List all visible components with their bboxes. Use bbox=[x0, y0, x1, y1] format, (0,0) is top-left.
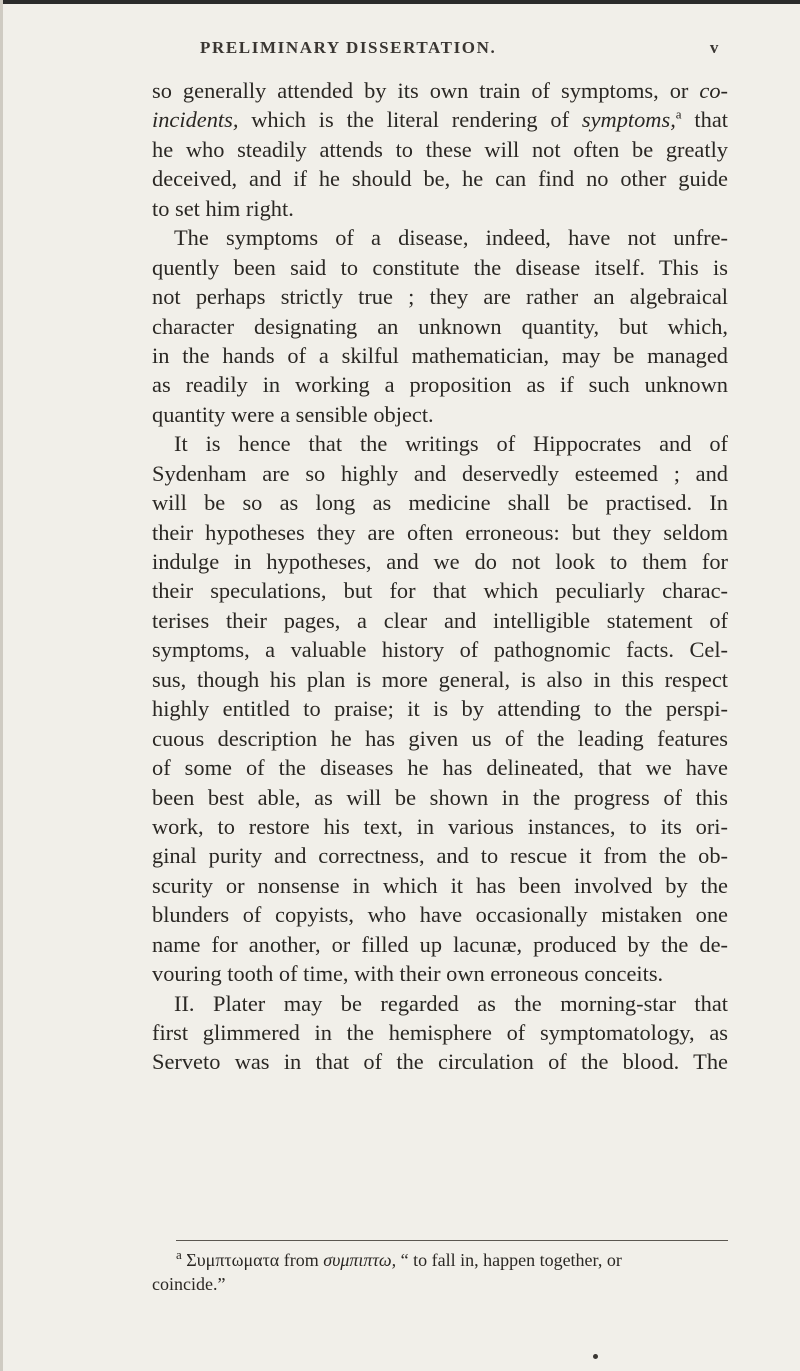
text-line: quently been said to constitute the disease itself. This is bbox=[152, 254, 728, 280]
text-line: It is hence that the writings of Hippocrates and of bbox=[174, 431, 728, 457]
text-line: scurity or nonsense in which it has been involved by the bbox=[152, 872, 728, 898]
footnote-divider bbox=[176, 1240, 728, 1241]
greek-root: συμπιπτω, bbox=[323, 1250, 397, 1270]
text-line: symptoms, a valuable history of pathognomic facts. Cel- bbox=[152, 637, 728, 663]
text-line: their hypotheses they are often erroneous: but they seldom bbox=[152, 519, 728, 545]
text-line: highly entitled to praise; it is by attending to the perspi- bbox=[152, 696, 728, 722]
running-title: PRELIMINARY DISSERTATION. bbox=[200, 38, 497, 57]
text-line: II. Plater may be regarded as the morning-star that bbox=[174, 990, 728, 1016]
text-line: name for another, or filled up lacunæ, produced by the de- bbox=[152, 931, 728, 957]
text-line: terises their pages, a clear and intelligible statement of bbox=[152, 607, 728, 633]
text-line: indulge in hypotheses, and we do not look to them for bbox=[152, 549, 728, 574]
top-border bbox=[0, 0, 800, 4]
text-line: not perhaps strictly true ; they are rather an algebraical bbox=[152, 284, 728, 310]
text-line: deceived, and if he should be, he can find no other guide bbox=[152, 166, 728, 192]
text-line: cuous description he has given us of the leading features bbox=[152, 725, 728, 751]
footnote-marker: a bbox=[176, 1247, 182, 1262]
text-line: sus, though his plan is more general, is also in this respect bbox=[152, 666, 728, 692]
text-line: blunders of copyists, who have occasionally mistaken one bbox=[152, 902, 728, 928]
text-line: character designating an unknown quantity, but which, bbox=[152, 313, 728, 339]
text-line: to set him right. bbox=[152, 195, 294, 221]
ink-speck bbox=[593, 1354, 598, 1359]
footnote bbox=[152, 1248, 728, 1296]
text-line: he who steadily attends to these will not often be greatly bbox=[152, 136, 728, 162]
text-line: their speculations, but for that which peculiarly charac- bbox=[152, 578, 728, 604]
text-line: first glimmered in the hemisphere of symptomatology, as bbox=[152, 1020, 728, 1045]
page-edge bbox=[0, 0, 3, 1371]
text-line: Sydenham are so highly and deservedly esteemed ; and bbox=[152, 460, 728, 486]
text-line: quantity were a sensible object. bbox=[152, 401, 434, 427]
text-line: so generally attended by its own train of symptoms, or co- bbox=[152, 78, 728, 103]
text-line: as readily in working a proposition as if such unknown bbox=[152, 372, 728, 398]
footnote-line: coincide.” bbox=[152, 1274, 226, 1294]
text-line: vouring tooth of time, with their own erroneous conceits. bbox=[152, 961, 664, 987]
text-line: been best able, as will be shown in the progress of this bbox=[152, 784, 728, 810]
text-line: of some of the diseases he has delineated, that we have bbox=[152, 755, 728, 781]
text-line: in the hands of a skilful mathematician, may be managed bbox=[152, 342, 728, 368]
text-line: incidents, which is the literal rendering of symptoms,$^a$ that bbox=[152, 106, 728, 133]
page-number: v bbox=[709, 38, 720, 57]
text-line: Serveto was in that of the circulation of the blood. The bbox=[152, 1049, 728, 1075]
running-header bbox=[200, 38, 720, 60]
text-line: will be so as long as medicine shall be practised. In bbox=[152, 490, 728, 516]
footnote-marker: a bbox=[675, 106, 682, 122]
text-line: ginal purity and correctness, and to rescue it from the ob- bbox=[152, 843, 728, 869]
greek-term: Συμπτωματα bbox=[186, 1250, 280, 1270]
text-line: work, to restore his text, in various instances, to its ori- bbox=[152, 813, 728, 839]
body-text bbox=[152, 76, 728, 1077]
footnote-line: $^a$ Συμπτωματα from συμπιπτω, “ to fall in, happen together, or bbox=[176, 1247, 622, 1270]
text-line: The symptoms of a disease, indeed, have not unfre- bbox=[174, 225, 728, 251]
